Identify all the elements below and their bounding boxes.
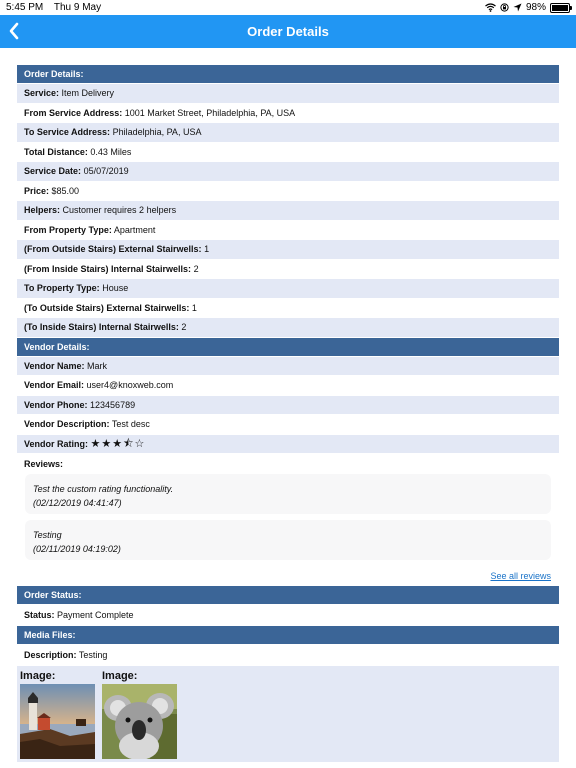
location-arrow-icon — [513, 3, 522, 12]
review-text: Testing — [33, 530, 62, 540]
media-image-item — [20, 670, 95, 759]
detail-label: (To Outside Stairs) External Stairwells: — [24, 302, 190, 313]
detail-value: Apartment — [113, 224, 156, 235]
detail-value: Test desc — [111, 419, 150, 429]
detail-row — [17, 201, 559, 220]
detail-value: 1 — [191, 302, 197, 313]
review-date: (02/12/2019 04:41:47) — [33, 498, 122, 508]
see-all-reviews-row — [17, 566, 559, 586]
image-label: Image: — [102, 670, 138, 682]
detail-row — [17, 415, 559, 434]
detail-row — [17, 84, 559, 103]
detail-label: To Property Type: — [24, 283, 100, 293]
status-bar — [0, 0, 576, 15]
battery-level — [552, 5, 568, 11]
vendor-details-list — [17, 357, 559, 434]
battery-icon — [550, 3, 570, 13]
media-description-row — [17, 645, 559, 665]
detail-label: Helpers: — [24, 205, 61, 215]
detail-label: To Service Address: — [24, 127, 111, 137]
detail-row — [17, 357, 559, 376]
detail-value: Item Delivery — [61, 88, 115, 98]
detail-label: Service Date: — [24, 166, 82, 176]
status-date: Thu 9 May — [53, 2, 102, 13]
media-image-item — [102, 670, 177, 759]
detail-label: Vendor Name: — [24, 360, 85, 371]
detail-row — [17, 143, 559, 162]
detail-value: Mark — [87, 360, 108, 371]
review-text: Test the custom rating functionality. — [33, 484, 174, 494]
detail-row — [17, 396, 559, 415]
detail-label: Service: — [24, 88, 60, 98]
wifi-icon — [485, 3, 496, 12]
detail-row — [17, 299, 559, 318]
detail-label: Vendor Phone: — [24, 399, 88, 410]
detail-label: From Service Address: — [24, 107, 123, 118]
vendor-details-header: Vendor Details: — [17, 338, 559, 356]
koala-image[interactable] — [102, 684, 177, 759]
nav-bar — [0, 15, 576, 48]
detail-row — [17, 104, 559, 123]
detail-row — [17, 123, 559, 142]
status-value: Payment Complete — [57, 610, 134, 620]
detail-row — [17, 182, 559, 201]
order-details-header: Order Details: — [17, 65, 559, 83]
media-description-value: Testing — [78, 650, 108, 660]
review-date: (02/11/2019 04:19:02) — [33, 544, 121, 554]
detail-row — [17, 376, 559, 395]
reviews-list — [17, 474, 559, 560]
detail-value: 2 — [181, 322, 187, 332]
review-card — [25, 474, 551, 514]
media-images — [17, 666, 559, 762]
detail-value: Customer requires 2 helpers — [62, 205, 177, 215]
detail-row — [17, 318, 559, 337]
detail-value: 2 — [193, 263, 199, 274]
order-status-row — [17, 605, 559, 625]
detail-row — [17, 279, 559, 298]
detail-label: (To Inside Stairs) Internal Stairwells: — [24, 322, 179, 332]
detail-row — [17, 221, 559, 240]
detail-label: (From Inside Stairs) Internal Stairwells: — [24, 263, 192, 274]
media-description-label: Description: — [24, 650, 77, 660]
detail-label: Total Distance: — [24, 146, 88, 157]
order-status-header: Order Status: — [17, 586, 559, 604]
detail-value: House — [102, 283, 129, 293]
detail-label: Price: — [24, 185, 50, 196]
detail-label: From Property Type: — [24, 224, 112, 235]
vendor-rating-row — [17, 435, 559, 454]
star-rating: ★★★⯪☆ — [90, 437, 146, 450]
detail-row — [17, 260, 559, 279]
status-time: 5:45 PM — [6, 2, 44, 13]
detail-value: 123456789 — [90, 399, 136, 410]
status-label: Status: — [24, 610, 55, 620]
see-all-reviews-link[interactable]: See all reviews — [490, 571, 551, 581]
detail-value: Philadelphia, PA, USA — [112, 127, 202, 137]
vendor-rating-label: Vendor Rating: — [24, 438, 89, 449]
screen-lock-icon — [500, 3, 509, 12]
detail-row — [17, 162, 559, 181]
lighthouse-image[interactable] — [20, 684, 95, 759]
detail-value: 0.43 Miles — [90, 146, 132, 157]
detail-value: 1 — [204, 244, 210, 254]
page-title: Order Details — [247, 24, 329, 39]
detail-label: Vendor Description: — [24, 419, 110, 429]
order-details-content — [17, 65, 559, 762]
reviews-label: Reviews: — [24, 459, 64, 469]
detail-value: $85.00 — [51, 185, 80, 196]
detail-value: user4@knoxweb.com — [86, 380, 174, 390]
image-label: Image: — [20, 670, 56, 682]
media-files-header: Media Files: — [17, 626, 559, 644]
detail-row — [17, 240, 559, 259]
detail-value: 1001 Market Street, Philadelphia, PA, USA — [124, 107, 296, 118]
review-card — [25, 520, 551, 560]
detail-label: Vendor Email: — [24, 380, 85, 390]
order-details-list — [17, 84, 559, 337]
detail-value: 05/07/2019 — [83, 166, 129, 176]
detail-label: (From Outside Stairs) External Stairwells: — [24, 244, 202, 254]
battery-percent: 98% — [525, 2, 546, 13]
